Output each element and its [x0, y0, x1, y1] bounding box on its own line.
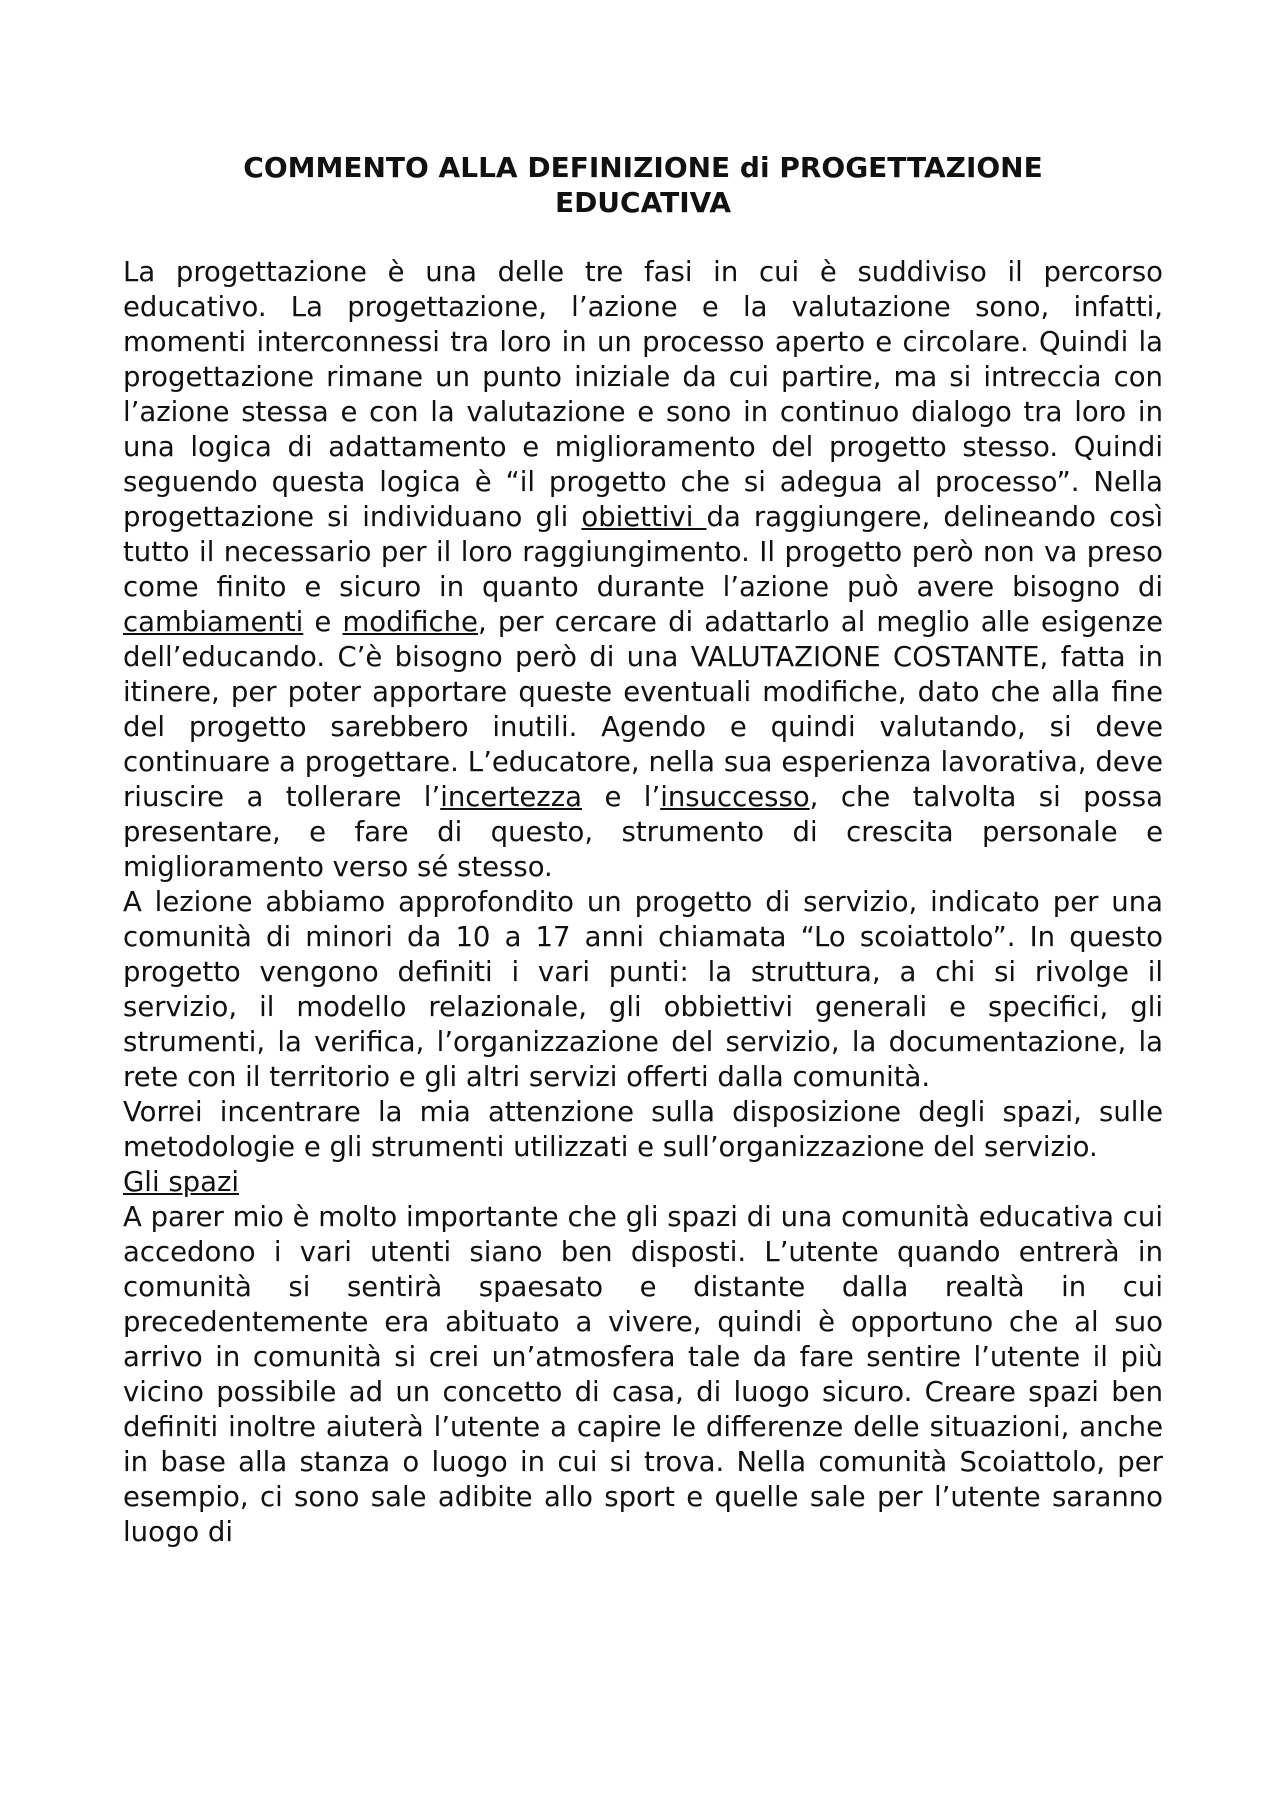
underlined-modifiche: modifiche [342, 606, 478, 638]
paragraph-spazi: A parer mio è molto importante che gli spazi di una comunità educativa cui accedono i vari utenti siano ben disposti. L’utente quando entrerà in comunità si sentirà spaesato e distante dalla realtà in cui precedentemente era abituato a vivere, quindi è opportuno che al suo arrivo in comunità si crei un’atmosfera tale da fare sentire l’utente il più vicino possibile ad un concetto di casa, di luogo sicuro. Creare spazi ben definiti inoltre aiuterà l’utente a capire le differenze delle situazioni, anche in base alla stanza o luogo in cui si trova. Nella comunità Scoiattolo, per esempio, ci sono sale adibite allo sport e quelle sale per l’utente saranno luogo di [123, 1201, 1163, 1548]
text-run: , per cercare di adattarlo al meglio alle esigenze dell’educando. C’è bisogno però di una VALUTAZIONE COSTANTE, fatta in itinere, per poter apportare queste eventuali modifiche, dato che alla fine del progetto sarebbero inutili. Agendo e quindi valutando, si deve continuare a progettare. L’educatore, nella sua esperienza lavorativa, deve riuscire a tollerare l’ [123, 606, 1163, 813]
text-run: da raggiungere, delineando così tutto il necessario per il loro raggiungimento. Il progetto però non va preso come finito e sicuro in quanto durante l’azione può avere bisogno di [123, 501, 1164, 603]
text-run: e l’ [582, 781, 661, 813]
title-line-1: COMMENTO ALLA DEFINIZIONE di PROGETTAZIONE [243, 151, 1043, 184]
paragraph-progettazione [123, 255, 1163, 885]
underlined-incertezza: incertezza [440, 781, 583, 813]
paragraph-attenzione: Vorrei incentrare la mia attenzione sulla disposizione degli spazi, sulle metodologie e gli strumenti utilizzati e sull’organizzazione del servizio. [123, 1096, 1163, 1163]
text-run: , che talvolta si possa presentare, e fare di questo, strumento di crescita personale e miglioramento verso sé stesso. [123, 781, 1163, 883]
title-line-2: EDUCATIVA [554, 186, 732, 219]
document-title [123, 150, 1163, 220]
document-page [123, 150, 1163, 1550]
underlined-cambiamenti: cambiamenti [123, 606, 304, 638]
underlined-obiettivi: obiettivi [581, 501, 707, 533]
text-run: e [303, 606, 343, 638]
section-heading-spazi: Gli spazi [123, 1166, 240, 1198]
text-run: La progettazione è una delle tre fasi in cui è suddiviso il percorso educativo. La progettazione, l’azione e la valutazione sono, infatti, momenti interconnessi tra loro in un processo aperto e circolare. Quindi la progettazione rimane un punto iniziale da cui partire, ma si intreccia con l’azione stessa e con la valutazione e sono in continuo dialogo tra loro in una logica di adattamento e miglioramento del progetto stesso. Quindi seguendo questa logica è “il progetto che si adegua al processo”. Nella progettazione si individuano gli [123, 256, 1163, 533]
underlined-insuccesso: insuccesso [660, 781, 810, 813]
paragraph-progetto-servizio: A lezione abbiamo approfondito un progetto di servizio, indicato per una comunità di minori da 10 a 17 anni chiamata “Lo scoiattolo”. In questo progetto vengono definiti i vari punti: la struttura, a chi si rivolge il servizio, il modello relazionale, gli obbiettivi generali e specifici, gli strumenti, la verifica, l’organizzazione del servizio, la documentazione, la rete con il territorio e gli altri servizi offerti dalla comunità. [123, 886, 1163, 1093]
